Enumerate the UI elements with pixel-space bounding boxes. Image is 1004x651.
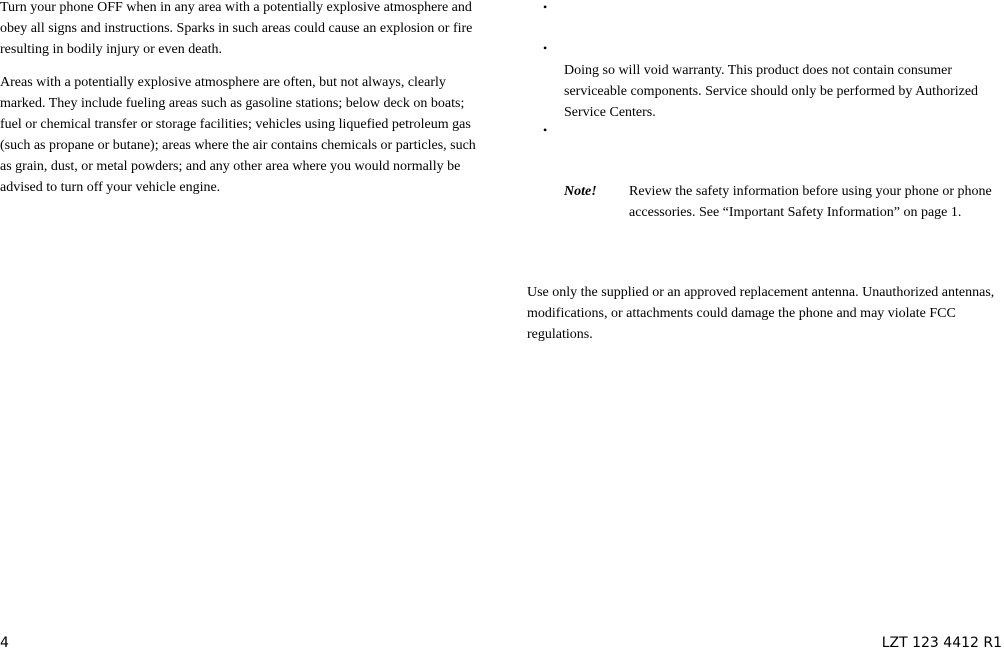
document-code: LZT 123 4412 R1 (881, 635, 1002, 651)
explosive-atmosphere-paragraph: Turn your phone OFF when in any area with a potentially explosive atmosphere and obey all signs and instructions. Sparks in such areas could cause an explosion or fire resulting in bodily injury or even death. (0, 0, 473, 57)
bullet-1: • (543, 0, 548, 14)
bullet-2: • (543, 41, 548, 55)
note-label: Note! (564, 184, 597, 199)
page-number: 4 (0, 635, 9, 651)
note-text: Review the safety information before using your phone or phone accessories. See “Important Safety Information” on page 1. (629, 184, 992, 220)
warranty-paragraph: Doing so will void warranty. This product does not contain consumer serviceable components. Service should only be performed by Authorized Service Centers. (564, 63, 979, 120)
left-column (0, 0, 485, 198)
bullet-3: • (543, 123, 548, 137)
antenna-paragraph: Use only the supplied or an approved replacement antenna. Unauthorized antennas, modifications, or attachments could damage the phone and may violate FCC regulations. (527, 285, 995, 342)
explosive-areas-paragraph: Areas with a potentially explosive atmosphere are often, but not always, clearly marked. They include fueling areas such as gasoline stations; below deck on boats; fuel or chemical transfer or storage facilities; vehicles using liquefied petroleum gas (such as propane or butane); areas where the air contains chemicals or particles, such as grain, dust, or metal powders; and any other area where you would normally be advised to turn off your vehicle engine. (0, 75, 476, 195)
